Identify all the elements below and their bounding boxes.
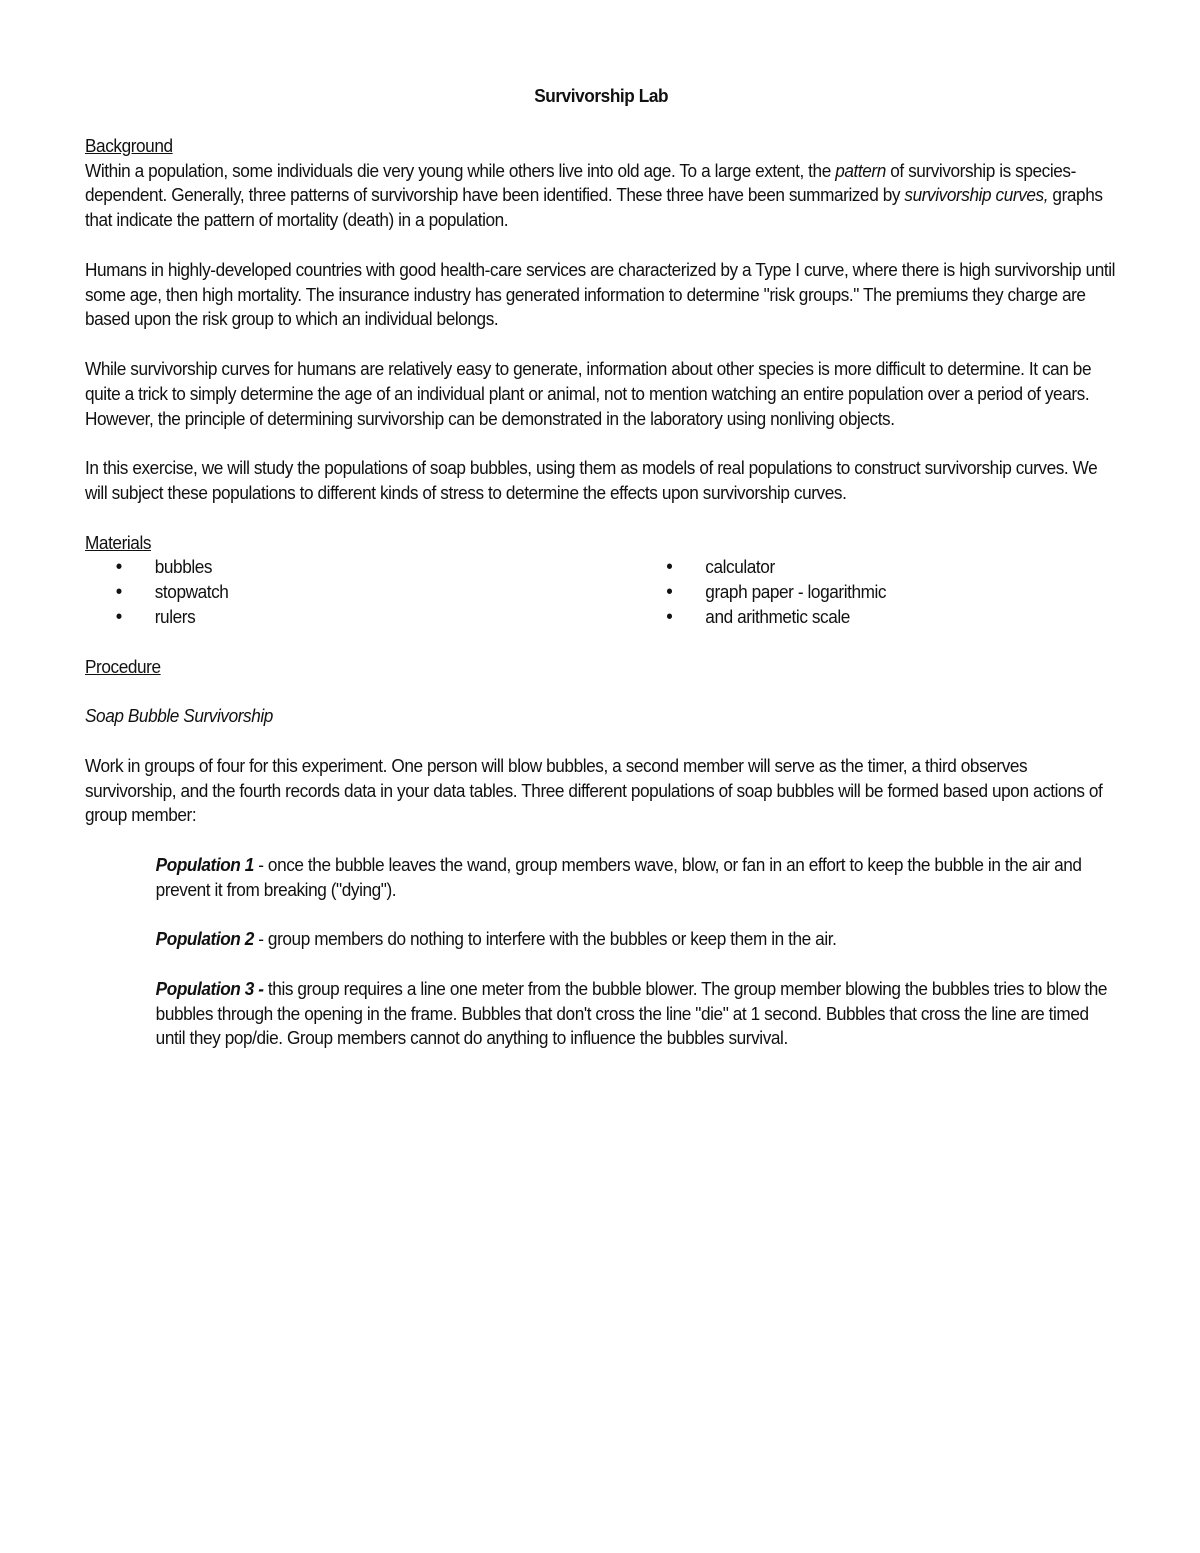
list-item: • calculator [636,555,887,580]
list-item: • graph paper - logarithmic [636,580,887,605]
page-title: Survivorship Lab [534,85,669,106]
procedure-intro: Work in groups of four for this experiment. One person will blow bubbles, a second member will serve as the timer, a third observes survivorship, and the fourth records data in your data tables. Three different populations of soap bubbles will be formed based upon actions of group member: [85,754,1103,826]
list-item: • rulers [85,605,636,630]
list-item: • bubbles [85,555,636,580]
list-item: • and arithmetic scale [636,605,887,630]
population-3: Population 3 - this group requires a line one meter from the bubble blower. The group member blowing the bubbles tries to blow the bubbles through the opening in the frame. Bubbles that don't cross the line "die" at 1 second. Bubbles that cross the line are timed until they pop/die. Group members cannot do anything to influence the bubbles survival. [155,977,1108,1049]
materials-heading: Materials [85,531,152,553]
list-item: • stopwatch [85,580,636,605]
materials-column-2 [636,555,887,629]
population-2: Population 2 - group members do nothing to interfere with the bubbles or keep them in the air. [155,928,837,950]
procedure-subheading: Soap Bubble Survivorship [85,705,273,727]
materials-column-1 [85,555,636,629]
background-paragraph-1: Within a population, some individuals die very young while others live into old age. To a large extent, the pattern of survivorship is species-dependent. Generally, three patterns of survivorship have been identified. These three have been summarized by survivorship curves, graphs that indicate the pattern of mortality (death) in a population. [85,159,1103,231]
background-heading: Background [85,134,173,156]
document-page [85,84,1117,1051]
background-paragraph-3: While survivorship curves for humans are relatively easy to generate, information about other species is more difficult to determine. It can be quite a trick to simply determine the age of an individual plant or animal, not to mention watching an entire population over a period of years. However, the principle of determining survivorship can be demonstrated in the laboratory using nonliving objects. [85,357,1092,429]
materials-list [85,555,1117,629]
background-paragraph-4: In this exercise, we will study the populations of soap bubbles, using them as models of real populations to construct survivorship curves. We will subject these populations to different kinds of stress to determine the effects upon survivorship curves. [85,457,1098,503]
procedure-heading: Procedure [85,655,161,677]
background-paragraph-2: Humans in highly-developed countries with good health-care services are characterized by a Type I curve, where there is high survivorship until some age, then high mortality. The insurance industry has generated information to determine "risk groups." The premiums they charge are based upon the risk group to which an individual belongs. [85,258,1116,330]
population-1: Population 1 - once the bubble leaves the wand, group members wave, blow, or fan in an effort to keep the bubble in the air and prevent it from breaking ("dying"). [155,853,1082,900]
